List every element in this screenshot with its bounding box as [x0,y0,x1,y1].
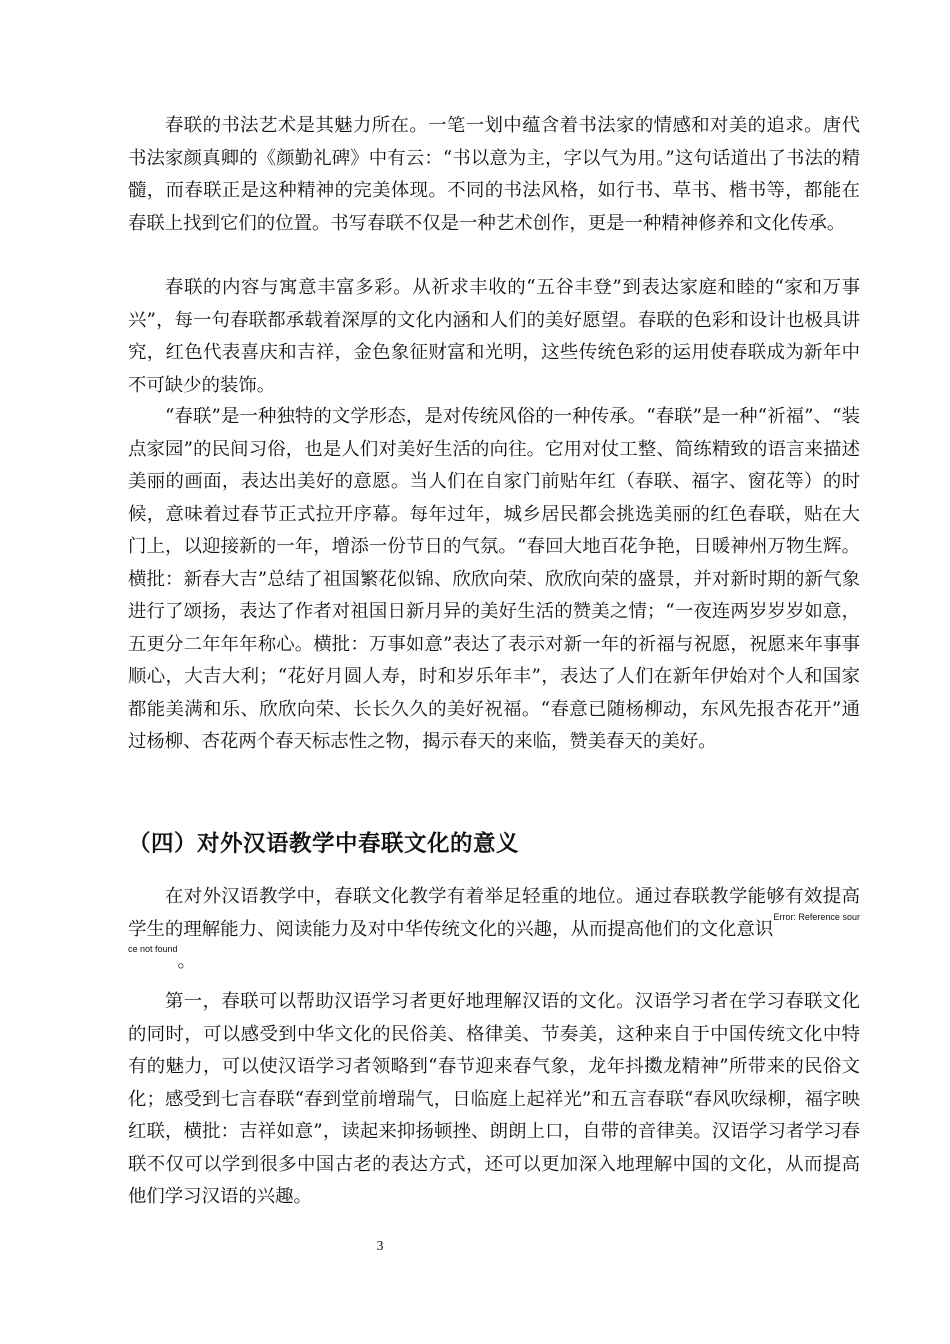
paragraph-content-meaning: 春联的内容与寓意丰富多彩。从祈求丰收的“五谷丰登”到表达家庭和睦的“家和万事兴”，每一句春联都承载着深厚的文化内涵和人们的美好愿望。春联的色彩和设计也极具讲究，红色代表喜庆和吉祥，金色象征财富和光明，这些传统色彩的运用使春联成为新年中不可缺少的装饰。 [128,277,860,396]
paragraph-teaching-text: 在对外汉语教学中，春联文化教学有着举足轻重的地位。通过春联教学能够有效提高学生的理解能力、阅读能力及对中华传统文化的兴趣，从而提高他们的文化意识 [128,886,860,940]
section-heading: （四）对外汉语教学中春联文化的意义 [128,831,520,857]
paragraph-literary-form: “春联”是一种独特的文学形态，是对传统风俗的一种传承。“春联”是一种“祈福”、“装点家园”的民间习俗，也是人们对美好生活的向往。它用对仗工整、简练精致的语言来描述美丽的画面，表达出美好的意愿。当人们在自家门前贴年红（春联、福字、窗花等）的时候，意味着过春节正式拉开序幕。每年过年，城乡居民都会挑选美丽的红色春联，贴在大门上，以迎接新的一年，增添一份节日的气氛。“春回大地百花争艳，日暖神州万物生辉。横批：新春大吉”总结了祖国繁花似锦、欣欣向荣、欣欣向荣的盛景，并对新时期的新气象进行了颂扬，表达了作者对祖国日新月异的美好生活的赞美之情；“一夜连两岁岁岁如意，五更分二年年年称心。横批：万事如意”表达了表示对新一年的祈福与祝愿，祝愿来年事事顺心，大吉大利；“花好月圆人寿，时和岁乐年丰”，表达了人们在新年伊始对个人和国家都能美满和乐、欣欣向荣、长长久久的美好祝福。“春意已随杨柳动，东风先报杏花开”通过杨柳、杏花两个春天标志性之物，揭示春天的来临，赞美春天的美好。 [128,406,860,752]
paragraph-teaching-significance [128,881,860,979]
citation-error-reference: Error: Reference source not found [128,911,860,954]
paragraph-calligraphy: 春联的书法艺术是其魅力所在。一笔一划中蕴含着书法家的情感和对美的追求。唐代书法家颜真卿的《颜勤礼碑》中有云：“书以意为主，字以气为用。”这句话道出了书法的精髓，而春联正是这种精神的完美体现。不同的书法风格，如行书、草书、楷书等，都能在春联上找到它们的位置。书写春联不仅是一种艺术创作，更是一种精神修养和文化传承。 [128,115,860,234]
paragraph-first-point: 第一，春联可以帮助汉语学习者更好地理解汉语的文化。汉语学习者在学习春联文化的同时，可以感受到中华文化的民俗美、格律美、节奏美，这种来自于中国传统文化中特有的魅力，可以使汉语学习者领略到“春节迎来春气象，龙年抖擞龙精神”所带来的民俗文化；感受到七言春联“春到堂前增瑞气，日临庭上起祥光”和五言春联“春风吹绿柳，福字映红联，横批：吉祥如意”，读起来抑扬顿挫、朗朗上口，自带的音律美。汉语学习者学习春联不仅可以学到很多中国古老的表达方式，还可以更加深入地理解中国的文化，从而提高他们学习汉语的兴趣。 [128,991,860,1207]
paragraph-teaching-end: 。 [177,951,196,972]
page-number: 3 [376,1239,384,1254]
